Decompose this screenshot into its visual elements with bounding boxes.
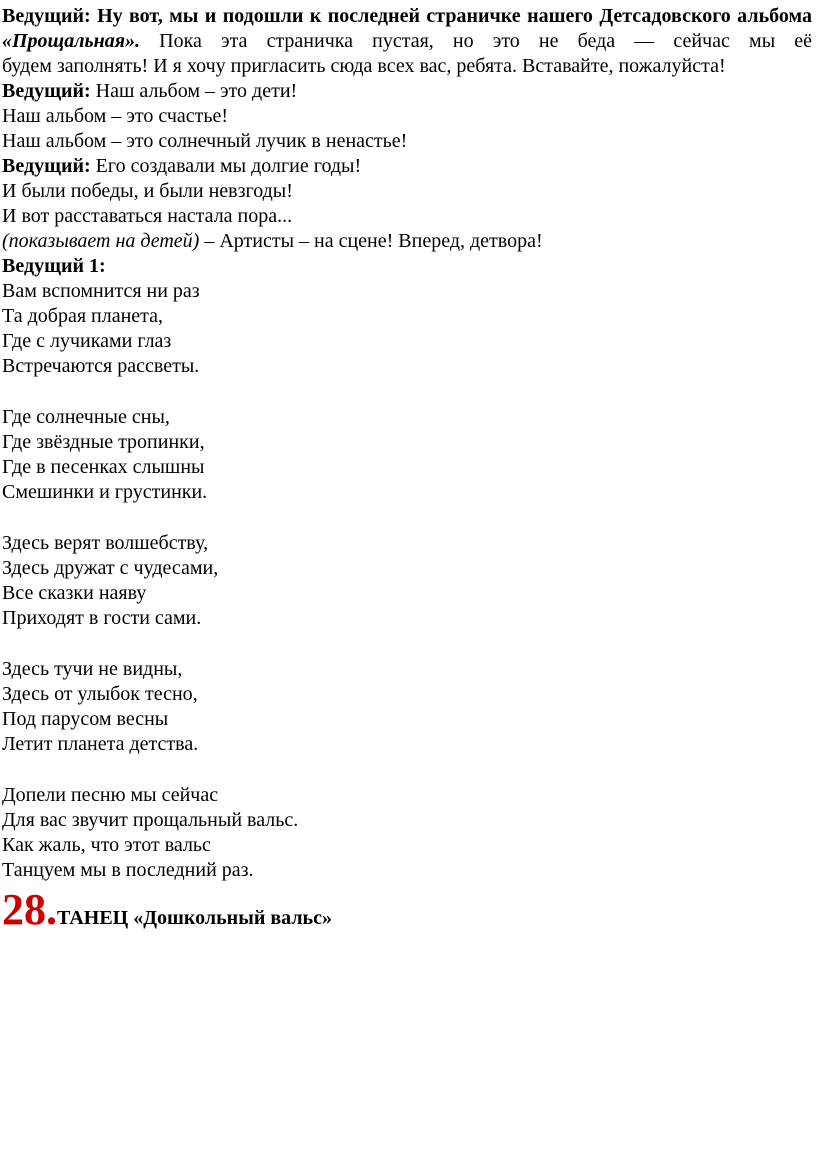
block3-text: Его создавали мы долгие годы! [90,155,362,177]
block2-text: Наш альбом – это дети! [90,80,298,102]
speaker-label: Ведущий: [2,5,91,27]
stanza-gap [2,379,812,405]
item-number: 28. [2,885,57,934]
poem-line: Допели песню мы сейчас [2,784,219,806]
poem-line: Вам вспомнится ни раз [2,280,200,302]
poem-line: Где звёздные тропинки, [2,431,205,453]
speaker-label: Ведущий: [2,155,91,177]
poem-line: Для вас звучит прощальный вальс. [2,809,299,831]
block2-line-3: Наш альбом – это солнечный лучик в ненастье! [2,130,408,152]
stanza-gap [2,505,812,531]
poem-line: Смешинки и грустинки. [2,481,208,503]
stanza-gap [2,631,812,657]
intro-line-2 [2,29,812,54]
poem-line: Где с лучиками глаз [2,330,172,352]
poem-line: Здесь верят волшебству, [2,532,209,554]
poem-line: Приходят в гости сами. [2,607,202,629]
album-name: «Прощальная». [2,30,141,52]
intro-rest: Пока эта [140,30,248,52]
block3-line-2: И были победы, и были невзгоды! [2,180,293,202]
poem-line: Все сказки наяву [2,582,147,604]
poem-line: Под парусом весны [2,708,169,730]
program-item-heading [2,887,812,933]
stanza-gap [2,757,812,783]
speaker-label: Ведущий: [2,80,91,102]
poem-line: Здесь дружат с чудесами, [2,557,219,579]
stage-direction: (показывает на детей) [2,230,200,252]
block3-line-1 [2,154,812,179]
poem-line: Где в песенках слышны [2,456,205,478]
intro-continue: страничка пустая, но это не беда — сейчас мы её [266,30,812,52]
block3-line-3: И вот расставаться настала пора... [2,205,293,227]
poem-line: Летит планета детства. [2,733,199,755]
intro-line-3: будем заполнять! И я хочу пригласить сюда всех вас, ребята. Вставайте, пожалуйста! [2,55,726,77]
block2-line-2: Наш альбом – это счастье! [2,105,229,127]
poem-line: Здесь тучи не видны, [2,658,183,680]
poem-line: Танцуем мы в последний раз. [2,859,254,881]
block3-text: – Артисты – на сцене! Вперед, детвора! [199,230,543,252]
poem-line: Где солнечные сны, [2,406,170,428]
poem-line: Здесь от улыбок тесно, [2,683,198,705]
block2-line-1 [2,79,812,104]
poem-line: Та добрая планета, [2,305,164,327]
document-page [2,0,812,933]
intro-line-1 [2,4,812,29]
item-title: ТАНЕЦ «Дошкольный вальс» [57,907,332,929]
block4-speaker: Ведущий 1: [2,255,106,277]
block3-line-4 [2,229,812,254]
poem-line: Встречаются рассветы. [2,355,200,377]
intro-bold-text: Ну вот, мы и подошли к последней страничке нашего Детсадовского альбома [90,5,812,27]
poem-line: Как жаль, что этот вальс [2,834,211,856]
